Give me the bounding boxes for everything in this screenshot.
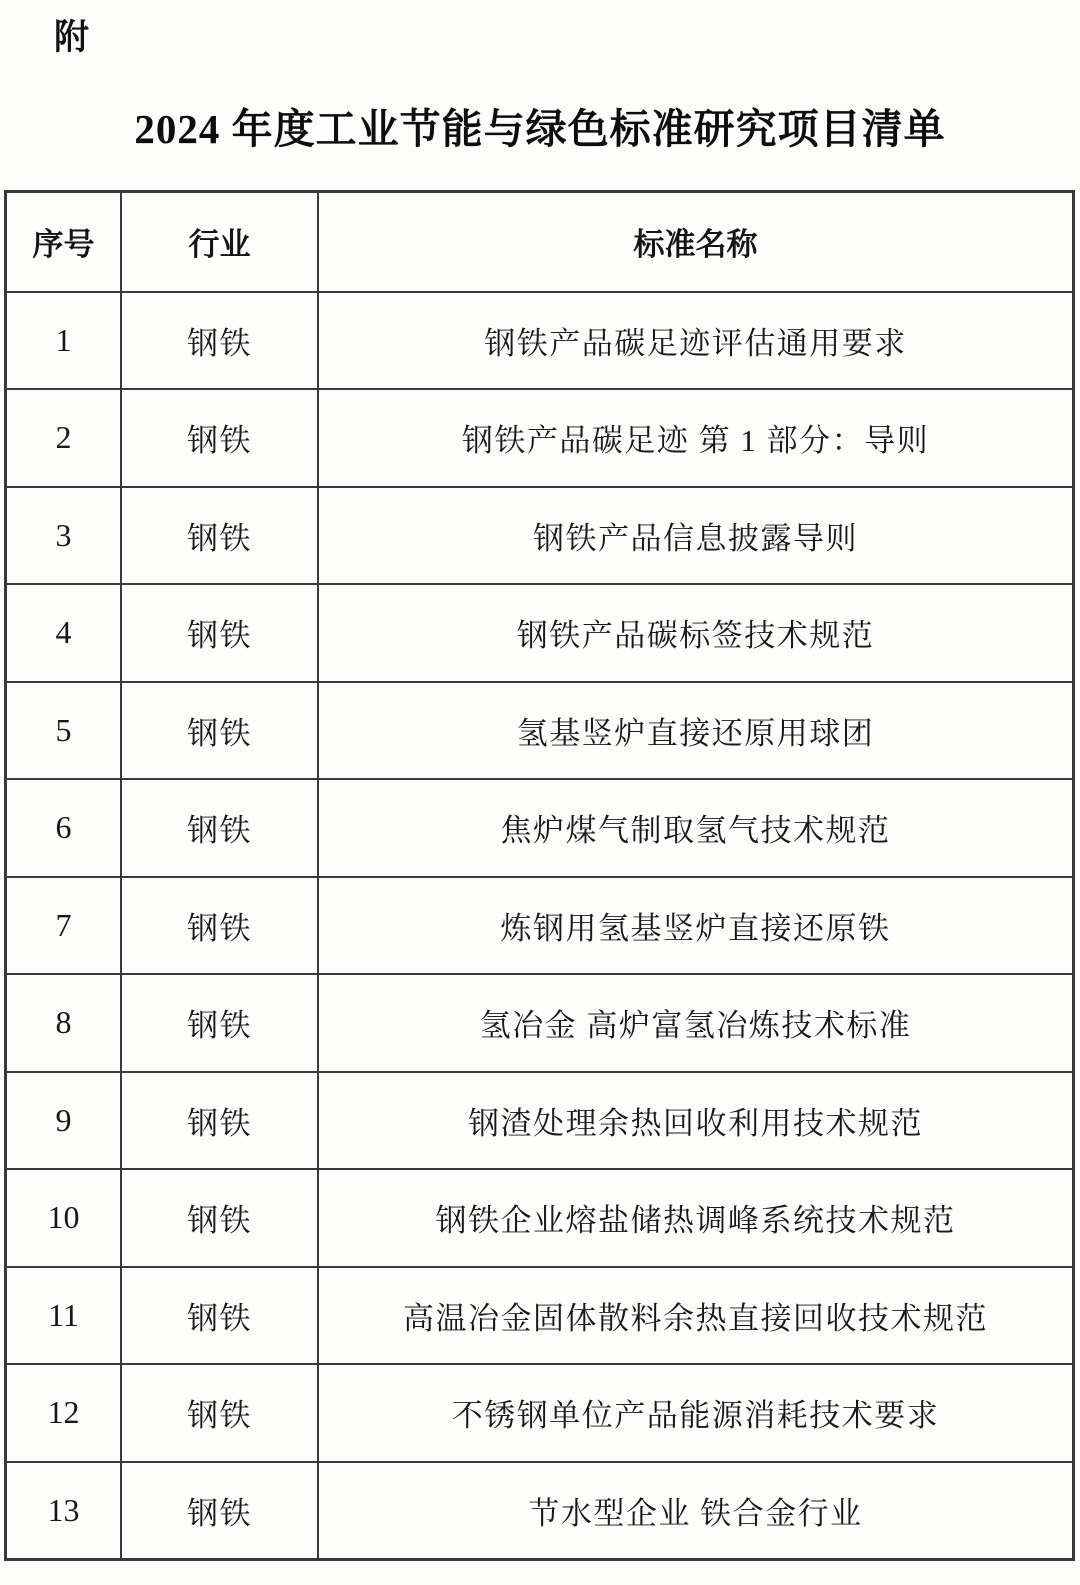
column-header-number: 序号 xyxy=(6,192,122,292)
row-standard-name-cell: 钢渣处理余热回收利用技术规范 xyxy=(318,1072,1074,1170)
row-number-cell: 4 xyxy=(6,584,122,682)
table-row xyxy=(6,1462,1074,1560)
row-number-cell: 9 xyxy=(6,1072,122,1170)
row-number-cell: 12 xyxy=(6,1364,122,1462)
row-standard-name-cell: 节水型企业 铁合金行业 xyxy=(318,1462,1074,1560)
table-row xyxy=(6,1267,1074,1365)
table-row xyxy=(6,974,1074,1072)
row-number-cell: 5 xyxy=(6,682,122,780)
row-standard-name-cell: 高温冶金固体散料余热直接回收技术规范 xyxy=(318,1267,1074,1365)
table-row xyxy=(6,1364,1074,1462)
table-row xyxy=(6,779,1074,877)
row-number-cell: 2 xyxy=(6,389,122,487)
row-standard-name-cell: 钢铁产品碳标签技术规范 xyxy=(318,584,1074,682)
row-industry-cell: 钢铁 xyxy=(121,682,318,780)
table-row xyxy=(6,877,1074,975)
row-standard-name-cell: 钢铁产品碳足迹 第 1 部分：导则 xyxy=(318,389,1074,487)
row-number-cell: 10 xyxy=(6,1169,122,1267)
table-row xyxy=(6,487,1074,585)
table-header-row xyxy=(6,192,1074,292)
row-standard-name-cell: 氢基竖炉直接还原用球团 xyxy=(318,682,1074,780)
row-industry-cell: 钢铁 xyxy=(121,877,318,975)
column-header-industry: 行业 xyxy=(121,192,318,292)
row-number-cell: 13 xyxy=(6,1462,122,1560)
row-number-cell: 11 xyxy=(6,1267,122,1365)
row-industry-cell: 钢铁 xyxy=(121,779,318,877)
table-row xyxy=(6,389,1074,487)
row-standard-name-cell: 不锈钢单位产品能源消耗技术要求 xyxy=(318,1364,1074,1462)
row-standard-name-cell: 炼钢用氢基竖炉直接还原铁 xyxy=(318,877,1074,975)
row-number-cell: 8 xyxy=(6,974,122,1072)
row-number-cell: 7 xyxy=(6,877,122,975)
attachment-label: 附 xyxy=(54,18,90,57)
row-standard-name-cell: 钢铁产品信息披露导则 xyxy=(318,487,1074,585)
row-number-cell: 3 xyxy=(6,487,122,585)
table-row xyxy=(6,1169,1074,1267)
table-row xyxy=(6,1072,1074,1170)
row-industry-cell: 钢铁 xyxy=(121,1169,318,1267)
row-industry-cell: 钢铁 xyxy=(121,292,318,390)
row-industry-cell: 钢铁 xyxy=(121,584,318,682)
page-title: 2024 年度工业节能与绿色标准研究项目清单 xyxy=(134,106,946,152)
row-industry-cell: 钢铁 xyxy=(121,389,318,487)
row-number-cell: 1 xyxy=(6,292,122,390)
row-industry-cell: 钢铁 xyxy=(121,1072,318,1170)
table-row xyxy=(6,292,1074,390)
table-row xyxy=(6,584,1074,682)
table-body xyxy=(6,292,1074,1560)
row-industry-cell: 钢铁 xyxy=(121,1267,318,1365)
row-industry-cell: 钢铁 xyxy=(121,487,318,585)
table-row xyxy=(6,682,1074,780)
row-standard-name-cell: 氢冶金 高炉富氢冶炼技术标准 xyxy=(318,974,1074,1072)
standards-table xyxy=(4,190,1075,1561)
row-standard-name-cell: 钢铁企业熔盐储热调峰系统技术规范 xyxy=(318,1169,1074,1267)
row-industry-cell: 钢铁 xyxy=(121,1462,318,1560)
row-standard-name-cell: 钢铁产品碳足迹评估通用要求 xyxy=(318,292,1074,390)
column-header-standard-name: 标准名称 xyxy=(318,192,1074,292)
row-industry-cell: 钢铁 xyxy=(121,974,318,1072)
row-standard-name-cell: 焦炉煤气制取氢气技术规范 xyxy=(318,779,1074,877)
table-header xyxy=(6,192,1074,292)
row-industry-cell: 钢铁 xyxy=(121,1364,318,1462)
row-number-cell: 6 xyxy=(6,779,122,877)
